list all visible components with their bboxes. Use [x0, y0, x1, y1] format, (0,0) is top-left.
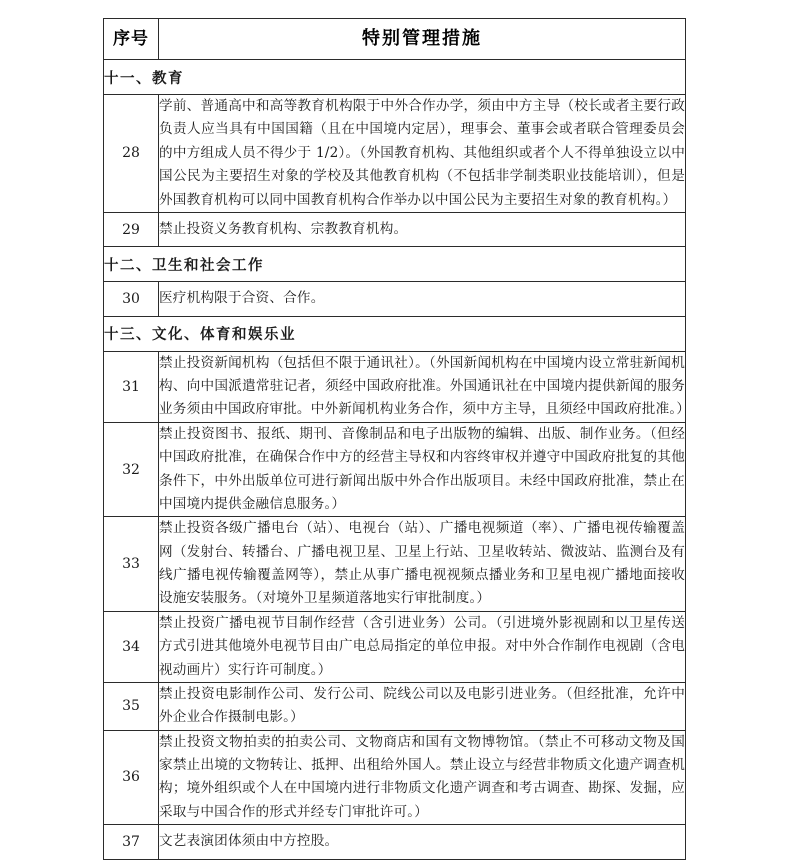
table-row: [104, 351, 686, 422]
row-sequence-number: 29: [104, 212, 159, 246]
table-body: [104, 60, 691, 860]
row-sequence-number: 32: [104, 422, 159, 517]
section-header-row: [104, 60, 686, 95]
row-measure-text: 禁止投资文物拍卖的拍卖公司、文物商店和国有文物博物馆。（禁止不可移动文物及国家禁止出境的文物转让、抵押、出租给外国人。禁止设立与经营非物质文化遗产调查机构；境外组织或个人在中国境内进行非物质文化遗产调查和考古调查、勘探、发掘，应采取与中国合作的形式并经专门审批许可。）: [159, 730, 686, 825]
row-measure-text: 医疗机构限于合资、合作。: [159, 282, 686, 316]
row-sequence-number: 31: [104, 351, 159, 422]
special-administrative-measures-table: [103, 18, 691, 860]
row-sequence-number: 37: [104, 825, 159, 859]
row-measure-text: 文艺表演团体须由中方控股。: [159, 825, 686, 859]
row-measure-text: 禁止投资广播电视节目制作经营（含引进业务）公司。（引进境外影视剧和以卫星传送方式引进其他境外电视节目由广电总局指定的单位申报。对中外合作制作电视剧（含电视动画片）实行许可制度。）: [159, 611, 686, 682]
table-row: [104, 282, 686, 316]
table-header: [104, 19, 686, 60]
table-header-row: [104, 19, 686, 60]
row-sequence-number: 33: [104, 517, 159, 612]
row-measure-text: 禁止投资义务教育机构、宗教教育机构。: [159, 212, 686, 246]
row-sequence-number: 30: [104, 282, 159, 316]
section-header-label: 十一、教育: [104, 69, 184, 87]
table-row: [104, 517, 686, 612]
row-measure-text: 禁止投资各级广播电台（站）、电视台（站）、广播电视频道（率）、广播电视传输覆盖网（发射台、转播台、广播电视卫星、卫星上行站、卫星收转站、微波站、监测台及有线广播电视传输覆盖网等），禁止从事广播电视视频点播业务和卫星电视广播地面接收设施安装服务。（对境外卫星频道落地实行审批制度。）: [159, 517, 686, 612]
section-header-row: [104, 247, 686, 282]
column-header-special-measure: 特别管理措施: [159, 19, 686, 60]
row-measure-text: 禁止投资新闻机构（包括但不限于通讯社）。（外国新闻机构在中国境内设立常驻新闻机构、向中国派遣常驻记者，须经中国政府批准。外国通讯社在中国境内提供新闻的服务业务须由中国政府审批。中外新闻机构业务合作，须中方主导，且须经中国政府批准。）: [159, 351, 686, 422]
table-row: [104, 422, 686, 517]
row-measure-text: 学前、普通高中和高等教育机构限于中外合作办学，须由中方主导（校长或者主要行政负责人应当具有中国国籍（且在中国境内定居），理事会、董事会或者联合管理委员会的中方组成人员不得少于 1/2）。（外国教育机构、其他组织或者个人不得单独设立以中国公民为主要招生对象的学校及其他教育机构（不包括非学制类职业技能培训），但是外国教育机构可以同中国教育机构合作举办以中国公民为主要招生对象的教育机构。）: [159, 95, 686, 213]
row-sequence-number: 34: [104, 611, 159, 682]
table-row: [104, 212, 686, 246]
table-row: [104, 682, 686, 730]
section-header-cell: [104, 60, 686, 95]
section-header-label: 十三、文化、体育和娱乐业: [104, 326, 296, 344]
row-measure-text: 禁止投资电影制作公司、发行公司、院线公司以及电影引进业务。（但经批准，允许中外企业合作摄制电影。）: [159, 682, 686, 730]
measures-table-container: [103, 18, 691, 860]
table-row: [104, 825, 686, 859]
section-header-cell: [104, 316, 686, 351]
table-row: [104, 611, 686, 682]
row-sequence-number: 28: [104, 95, 159, 213]
table-row: [104, 95, 686, 213]
section-header-row: [104, 316, 686, 351]
section-header-cell: [104, 247, 686, 282]
table-row: [104, 730, 686, 825]
row-measure-text: 禁止投资图书、报纸、期刊、音像制品和电子出版物的编辑、出版、制作业务。（但经中国政府批准，在确保合作中方的经营主导权和内容终审权并遵守中国政府批复的其他条件下，中外出版单位可进行新闻出版中外合作出版项目。未经中国政府批准，禁止在中国境内提供金融信息服务。）: [159, 422, 686, 517]
row-sequence-number: 36: [104, 730, 159, 825]
section-header-label: 十二、卫生和社会工作: [104, 256, 264, 274]
column-header-sequence-number: 序号: [104, 19, 159, 60]
row-sequence-number: 35: [104, 682, 159, 730]
